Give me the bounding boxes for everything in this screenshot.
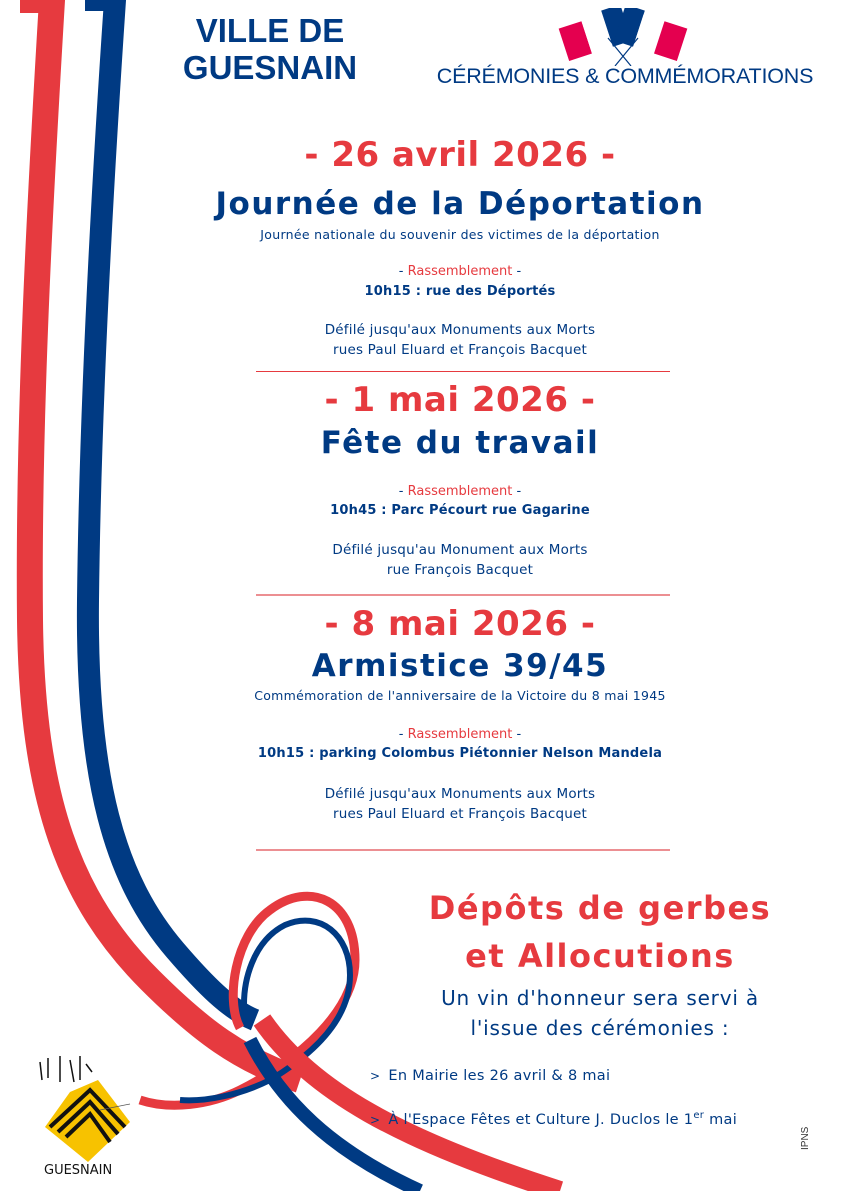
separator (256, 371, 670, 372)
event-3-parade: Défilé jusqu'aux Monuments aux Morts rues Paul Eluard et François Bacquet (324, 786, 596, 822)
section-title: CÉRÉMONIES & COMMÉMORATIONS (436, 64, 814, 88)
event-3-title: Armistice 39/45 (311, 648, 609, 684)
event-3-rassemblement: - Rassemblement - (398, 727, 522, 742)
event-1-rassemblement: - Rassemblement - (398, 264, 522, 279)
event-1-time-place: 10h15 : rue des Déportés (364, 284, 556, 299)
chevron-right-icon: > (370, 1112, 381, 1127)
event-3-date: - 8 mai 2026 - (324, 604, 596, 644)
ipns-mention: IPNS (800, 1126, 811, 1150)
event-3-time-place: 10h15 : parking Colombus Piétonnier Nelson Mandela (257, 746, 663, 761)
event-1-date: - 26 avril 2026 - (304, 135, 616, 175)
svg-text:GUESNAIN: GUESNAIN (44, 1163, 113, 1178)
event-1-parade: Défilé jusqu'aux Monuments aux Morts rues Paul Eluard et François Bacquet (324, 322, 596, 358)
crossed-french-flags-icon (553, 8, 693, 66)
chevron-right-icon: > (370, 1069, 381, 1083)
separator (256, 849, 670, 851)
list-item: > À l'Espace Fêtes et Culture J. Duclos le 1er mai (370, 1110, 738, 1128)
event-2-rassemblement: - Rassemblement - (398, 484, 522, 499)
town-name-line2: GUESNAIN (182, 49, 358, 86)
event-2-title: Fête du travail (320, 425, 600, 461)
wreath-laying-heading: Dépôts de gerbes et Allocutions (428, 889, 772, 975)
list-item: > En Mairie les 26 avril & 8 mai (370, 1068, 611, 1084)
town-name (150, 12, 390, 86)
reception-notice: Un vin d'honneur sera servi à l'issue des cérémonies : (441, 986, 759, 1040)
event-2-time-place: 10h45 : Parc Pécourt rue Gagarine (330, 503, 590, 518)
town-name-line1: VILLE DE (195, 12, 345, 49)
event-3-subtitle: Commémoration de l'anniversaire de la Victoire du 8 mai 1945 (254, 688, 666, 703)
separator (256, 594, 670, 596)
event-2-parade: Défilé jusqu'au Monument aux Morts rue François Bacquet (332, 542, 588, 578)
guesnain-logo (30, 1052, 140, 1182)
event-1-subtitle: Journée nationale du souvenir des victimes de la déportation (260, 227, 660, 242)
event-1-title: Journée de la Déportation (215, 186, 705, 222)
event-2-date: - 1 mai 2026 - (324, 380, 596, 420)
